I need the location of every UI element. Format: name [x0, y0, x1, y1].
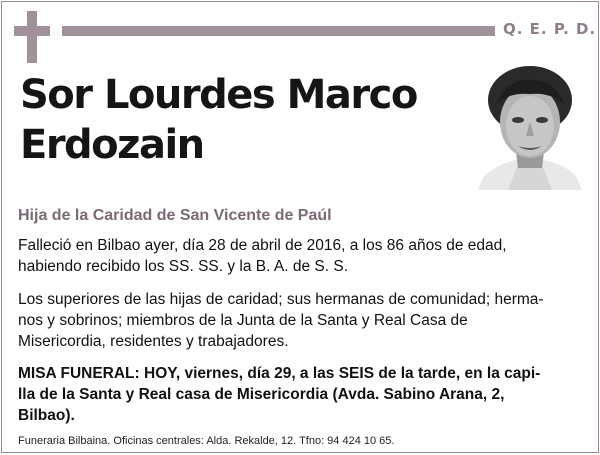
- name-line-2: Erdozain: [20, 122, 204, 168]
- name-line-1: Sor Lourdes Marco: [20, 72, 417, 118]
- death-announcement-paragraph: [18, 235, 584, 277]
- paragraph-line: Los superiores de las hijas de caridad; sus hermanas de comunidad; herma-: [18, 291, 544, 308]
- paragraph-line: Misericordia, residentes y trabajadores.: [18, 333, 289, 350]
- obituary-card: [1, 1, 599, 453]
- cross-icon: [14, 11, 50, 63]
- paragraph-line: habiendo recibido los SS. SS. y la B. A. de S. S.: [18, 258, 348, 275]
- paragraph-line: MISA FUNERAL: HOY, viernes, día 29, a las SEIS de la tarde, en la capi-: [18, 365, 541, 382]
- paragraph-line: lla de la Santa y Real casa de Misericordia (Avda. Sabino Arana, 2,: [18, 386, 505, 403]
- qepd-label: Q. E. P. D.: [503, 20, 597, 38]
- paragraph-line: nos y sobrinos; miembros de la Junta de la Santa y Real Casa de: [18, 312, 468, 329]
- mourners-paragraph: [18, 289, 584, 352]
- deceased-name: [20, 70, 460, 170]
- header-divider-bar: [62, 26, 495, 36]
- portrait-photo: [478, 64, 582, 190]
- subtitle-congregation: Hija de la Caridad de San Vicente de Paúl: [18, 207, 332, 224]
- funeral-mass-paragraph: [18, 363, 584, 426]
- paragraph-line: Bilbao).: [18, 407, 75, 424]
- funeral-home-footer: Funeraria Bilbaina. Oficinas centrales: Alda. Rekalde, 12. Tfno: 94 424 10 65.: [18, 435, 395, 447]
- paragraph-line: Falleció en Bilbao ayer, día 28 de abril de 2016, a los 86 años de edad,: [18, 237, 507, 254]
